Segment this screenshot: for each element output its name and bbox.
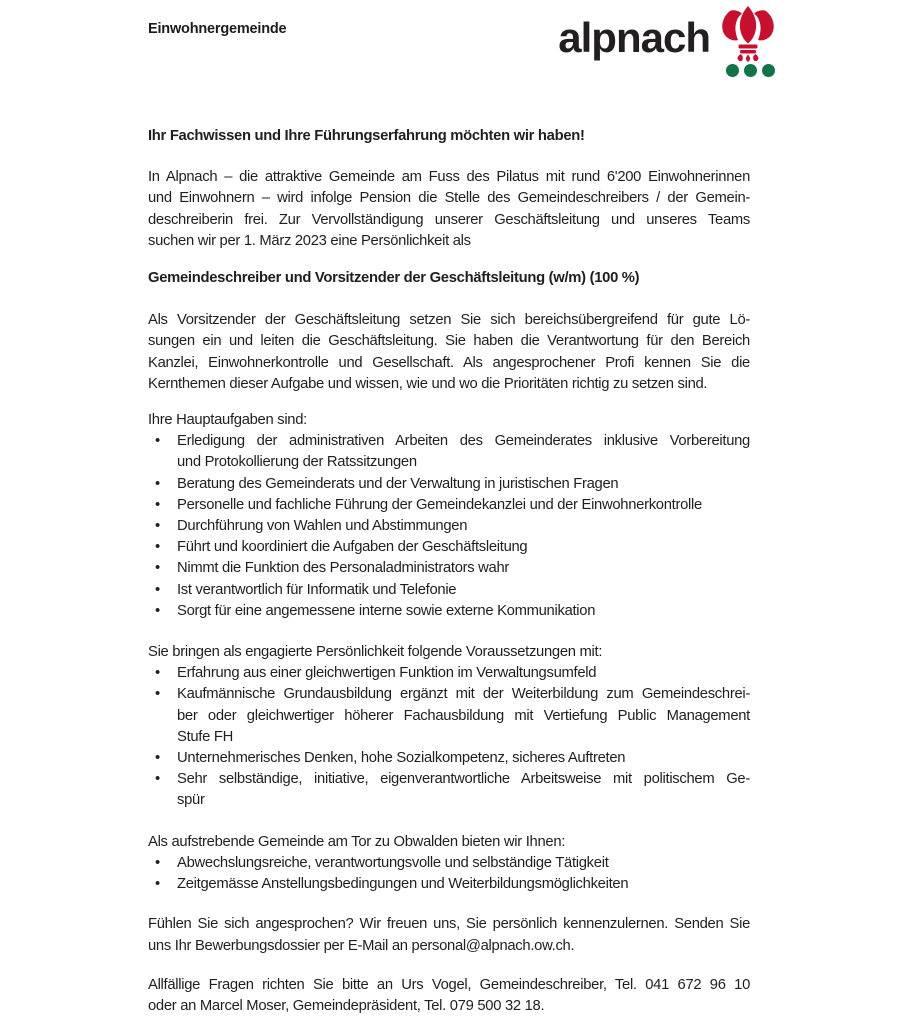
bullet-icon: • <box>155 686 160 703</box>
list-item <box>148 474 750 495</box>
text-line: In Alpnach – die attraktive Gemeinde am Fuss des Pilatus mit rund 6'200 Einwohnerinnen <box>148 169 750 186</box>
intro-heading <box>148 126 750 147</box>
role-heading <box>148 268 750 289</box>
bullet-icon: • <box>155 539 160 556</box>
logo-dots <box>726 64 775 77</box>
bullet-icon: • <box>155 665 160 682</box>
bullet-icon: • <box>155 876 160 893</box>
list-item <box>148 853 750 874</box>
text-line: spür <box>177 792 205 809</box>
text-line: Sehr selbständige, initiative, eigenverantwortliche Arbeitsweise mit politischem Ge- <box>177 771 750 788</box>
list-item <box>148 558 750 579</box>
text-line: Beratung des Gemeinderats und der Verwaltung in juristischen Fragen <box>177 475 619 492</box>
tasks-list <box>148 431 750 622</box>
list-item-text <box>177 431 750 473</box>
text-line: Unternehmerisches Denken, hohe Sozialkompetenz, sicheres Auftreten <box>177 750 626 767</box>
list-item-text <box>177 537 750 558</box>
text-line: Fühlen Sie sich angesprochen? Wir freuen uns, Sie persönlich kennenzulernen. Senden Sie <box>148 916 750 933</box>
list-item <box>148 580 750 601</box>
offer-intro <box>148 832 750 853</box>
requirements-intro <box>148 642 750 663</box>
list-item-text <box>177 516 750 537</box>
text-line: Gemeindeschreiber und Vorsitzender der Geschäftsleitung (w/m) (100 %) <box>148 270 640 287</box>
text-line: Stufe FH <box>177 728 233 745</box>
list-item <box>148 769 750 811</box>
contact-paragraph <box>148 975 750 1017</box>
text-line: Allfällige Fragen richten Sie bitte an Urs Vogel, Gemeindeschreiber, Tel. 041 672 96 10 <box>148 976 750 993</box>
bullet-icon: • <box>155 750 160 767</box>
text-line: Ihr Fachwissen und Ihre Führungserfahrung möchten wir haben! <box>148 128 585 144</box>
list-item-text <box>177 748 750 769</box>
list-item-text <box>177 474 750 495</box>
bullet-icon: • <box>155 581 160 598</box>
requirements-list <box>148 663 750 811</box>
text-line: Führt und koordiniert die Aufgaben der Geschäftsleitung <box>177 539 528 556</box>
list-item <box>148 874 750 895</box>
list-item-text <box>177 684 750 748</box>
bullet-icon: • <box>155 560 160 577</box>
list-item-text <box>177 874 750 895</box>
application-paragraph <box>148 914 750 956</box>
list-item-text <box>177 663 750 684</box>
text-line: Abwechslungsreiche, verantwortungsvolle und selbständige Tätigkeit <box>177 854 609 871</box>
text-line: oder an Marcel Moser, Gemeindepräsident, Tel. 079 500 32 18. <box>148 997 545 1014</box>
alpnach-wordmark: alpnach <box>558 14 710 61</box>
bullet-icon: • <box>155 771 160 788</box>
list-item-text <box>177 853 750 874</box>
text-line: Kernthemen dieser Aufgabe und wissen, wie und wo die Prioritäten richtig zu setzen sind. <box>148 375 708 392</box>
list-item-text <box>177 601 750 622</box>
logo-dot <box>744 64 757 77</box>
role-paragraph <box>148 310 750 395</box>
list-item <box>148 537 750 558</box>
text-line: Als aufstrebende Gemeinde am Tor zu Obwalden bieten wir Ihnen: <box>148 833 566 850</box>
list-item-text <box>177 580 750 601</box>
text-line: ber oder gleichwertiger höherer Fachausbildung mit Vertiefung Public Management <box>177 707 750 724</box>
offer-list <box>148 853 750 895</box>
bullet-icon: • <box>155 518 160 535</box>
bullet-icon: • <box>155 602 160 619</box>
text-line: Kaufmännische Grundausbildung ergänzt mit der Weiterbildung zum Gemeindeschrei- <box>177 686 750 703</box>
text-line: Sorgt für eine angemessene interne sowie externe Kommunikation <box>177 602 596 619</box>
list-item <box>148 663 750 684</box>
text-line: Durchführung von Wahlen und Abstimmungen <box>177 518 468 535</box>
list-item <box>148 748 750 769</box>
text-line: Erfahrung aus einer gleichwertigen Funktion im Verwaltungsumfeld <box>177 665 597 682</box>
text-line: uns Ihr Bewerbungsdossier per E-Mail an personal@alpnach.ow.ch. <box>148 937 575 954</box>
list-item <box>148 601 750 622</box>
bullet-icon: • <box>155 496 160 513</box>
sender-label: Einwohnergemeinde <box>148 21 287 37</box>
text-line: suchen wir per 1. März 2023 eine Persönlichkeit als <box>148 232 471 249</box>
list-item <box>148 516 750 537</box>
text-line: Ihre Hauptaufgaben sind: <box>148 412 307 429</box>
text-line: Zeitgemässe Anstellungsbedingungen und Weiterbildungsmöglichkeiten <box>177 876 629 893</box>
fleur-de-lis-icon <box>719 6 777 62</box>
text-line: Kanzlei, Einwohnerkontrolle und Gesellschaft. Als angesprochener Profi kennen Sie die <box>148 354 750 371</box>
text-line: Nimmt die Funktion des Personaladministrators wahr <box>177 560 510 577</box>
text-line: Erledigung der administrativen Arbeiten des Gemeinderates inklusive Vorbereitung <box>177 433 750 450</box>
list-item <box>148 495 750 516</box>
logo-dot <box>726 64 739 77</box>
text-line: sungen ein und leiten die Geschäftsleitung. Sie haben die Verantwortung für den Bereich <box>148 333 750 350</box>
bullet-icon: • <box>155 475 160 492</box>
bullet-icon: • <box>155 854 160 871</box>
list-item <box>148 684 750 748</box>
text-line: deschreiberin frei. Zur Vervollständigung unserer Geschäftsleitung und unseres Teams <box>148 211 750 228</box>
logo-dot <box>762 64 775 77</box>
text-line: Als Vorsitzender der Geschäftsleitung setzen Sie sich bereichsübergreifend für gute Lö- <box>148 312 750 329</box>
list-item-text <box>177 495 750 516</box>
list-item-text <box>177 769 750 811</box>
list-item <box>148 431 750 473</box>
text-line: Ist verantwortlich für Informatik und Telefonie <box>177 581 457 598</box>
bullet-icon: • <box>155 433 160 450</box>
text-line: Personelle und fachliche Führung der Gemeindekanzlei und der Einwohnerkontrolle <box>177 496 702 513</box>
intro-paragraph <box>148 167 750 252</box>
tasks-intro <box>148 410 750 431</box>
document-body <box>148 126 750 1017</box>
text-line: und Einwohnern – wird infolge Pension die Stelle des Gemeindeschreibers / der Gemein- <box>148 190 750 207</box>
text-line: und Protokollierung der Ratssitzungen <box>177 454 417 471</box>
list-item-text <box>177 558 750 579</box>
text-line: Sie bringen als engagierte Persönlichkeit folgende Voraussetzungen mit: <box>148 644 603 661</box>
